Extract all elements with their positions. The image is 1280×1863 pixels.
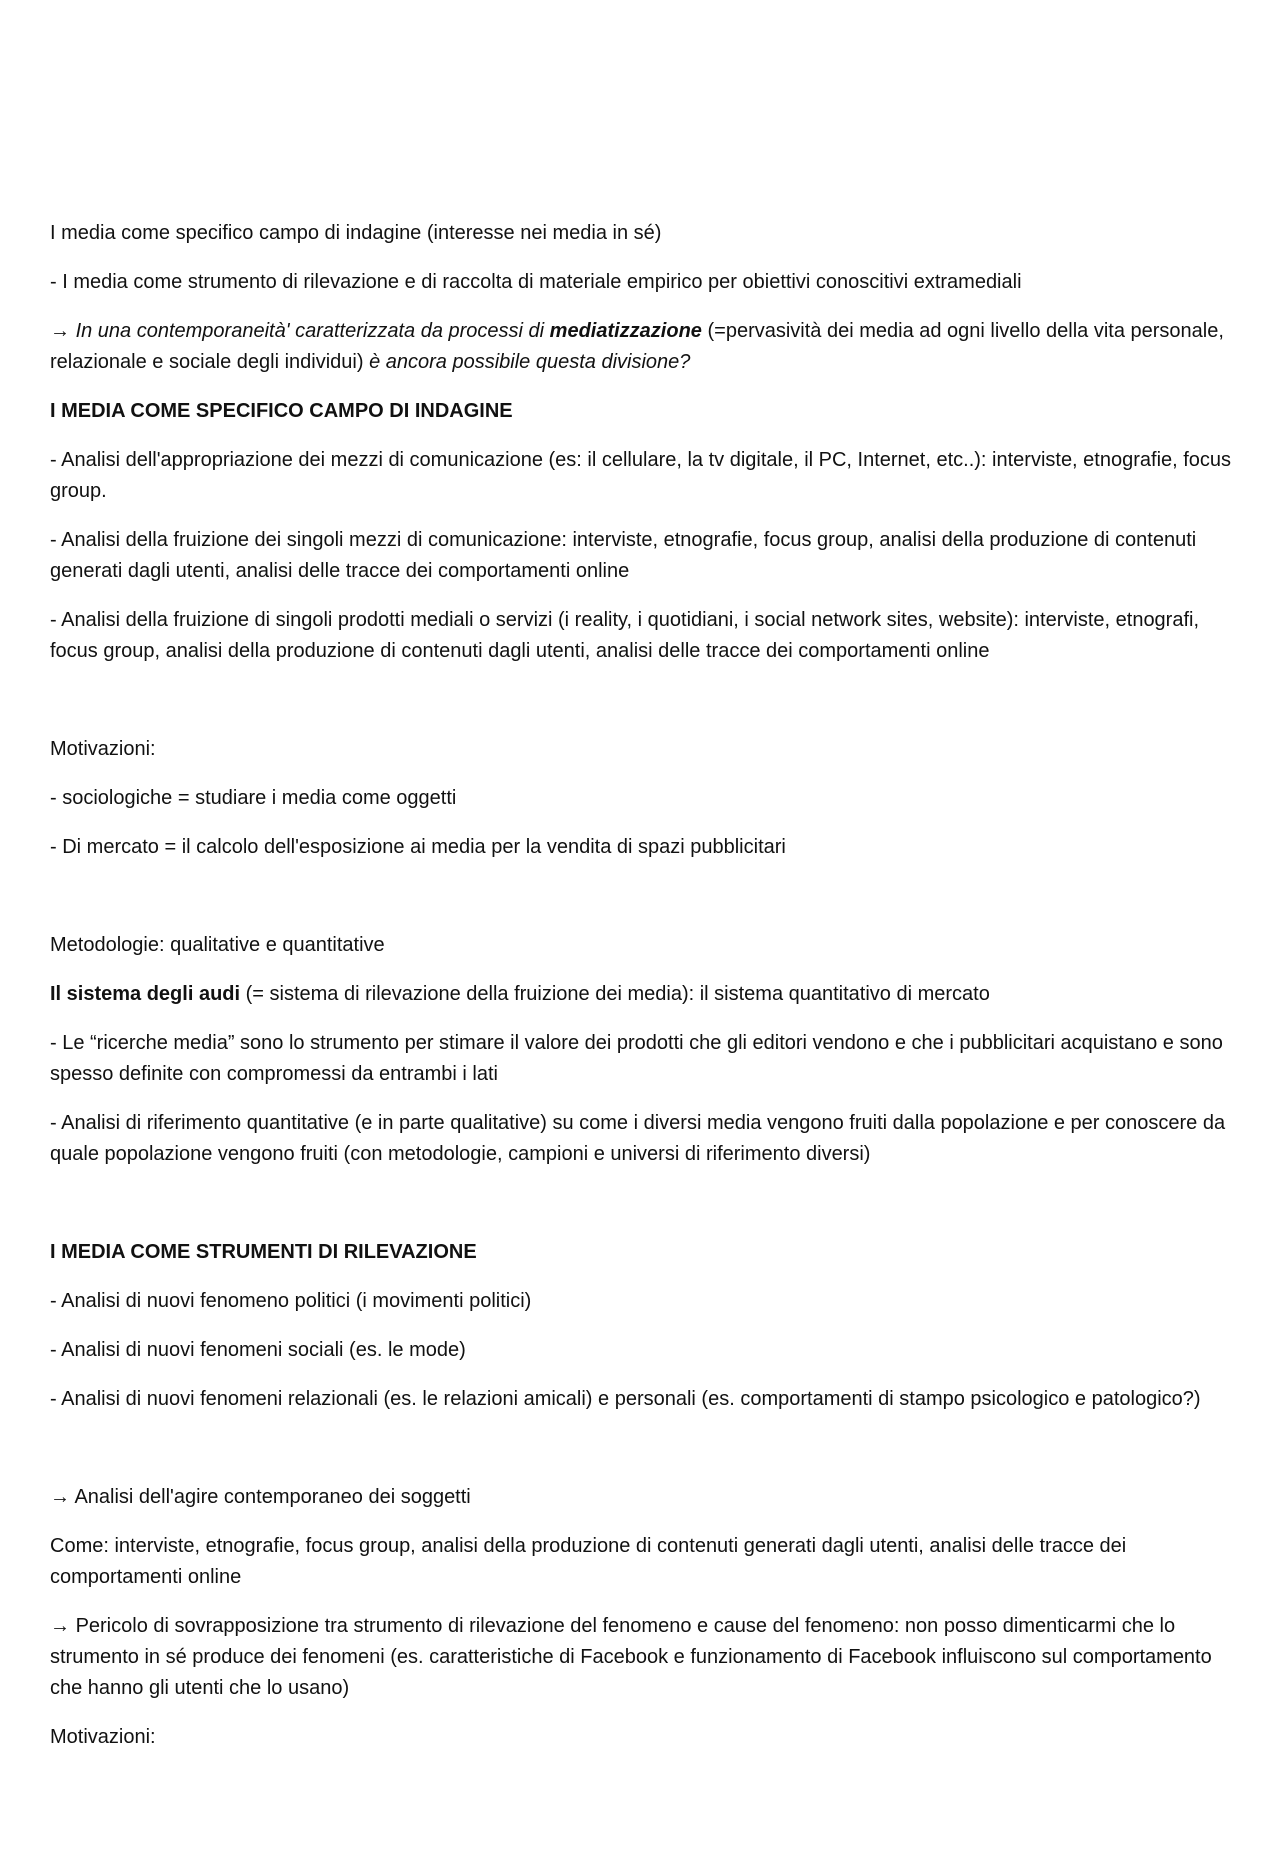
arrow-line-pericolo bbox=[50, 1611, 1240, 1704]
intro-line-1: I media come specifico campo di indagine (interesse nei media in sé) bbox=[50, 222, 662, 244]
audi-bold: Il sistema degli audi bbox=[50, 983, 241, 1005]
audi-item: - Le “ricerche media” sono lo strumento per stimare il valore dei prodotti che gli editori vendono e che i pubblicitari acquistano e sono spesso definite con compromessi da entrambi i lati bbox=[50, 1032, 1223, 1085]
section2-item: - Analisi di nuovi fenomeni relazionali (es. le relazioni amicali) e personali (es. comportamenti di stampo psicologico e patologico?) bbox=[50, 1388, 1201, 1410]
motivation-item: - sociologiche = studiare i media come oggetti bbox=[50, 787, 457, 809]
arrow-icon: → bbox=[50, 1615, 70, 1637]
motivations-title-2: Motivazioni: bbox=[50, 1726, 156, 1748]
document-page bbox=[50, 218, 1240, 1771]
spacer bbox=[50, 881, 1240, 930]
question-italic-1: In una contemporaneità' caratterizzata da processi di bbox=[75, 320, 545, 342]
arrow-icon: → bbox=[50, 320, 70, 342]
methods-line: Metodologie: qualitative e quantitative bbox=[50, 934, 385, 956]
spacer bbox=[50, 1433, 1240, 1482]
section1-item: - Analisi dell'appropriazione dei mezzi di comunicazione (es: il cellulare, la tv digitale, il PC, Internet, etc..): interviste, etnografie, focus group. bbox=[50, 449, 1232, 502]
audi-rest: (= sistema di rilevazione della fruizione dei media): il sistema quantitativo di mercato bbox=[245, 983, 990, 1005]
section1-item: - Analisi della fruizione dei singoli mezzi di comunicazione: interviste, etnografie, focus group, analisi della produzione di contenuti generati dagli utenti, analisi delle tracce dei comportamenti online bbox=[50, 529, 1197, 582]
question-plain: (=pervasività dei media ad ogni livello della vita personale, relazionale e sociale degli individui) bbox=[50, 320, 1224, 373]
section2-heading: I MEDIA COME STRUMENTI DI RILEVAZIONE bbox=[50, 1241, 477, 1263]
spacer bbox=[50, 1188, 1240, 1237]
motivation-item: - Di mercato = il calcolo dell'esposizione ai media per la vendita di spazi pubblicitari bbox=[50, 836, 786, 858]
arrow-line-text: Pericolo di sovrapposizione tra strumento di rilevazione del fenomeno e cause del fenomeno: non posso dimenticarmi che lo strumento in sé produce dei fenomeni (es. caratteristiche di Facebook e funzionamento di Facebook influiscono sul comportamento che hanno gli utenti che lo usano) bbox=[50, 1615, 1212, 1699]
section2-item: - Analisi di nuovi fenomeni sociali (es. le mode) bbox=[50, 1339, 466, 1361]
audi-line bbox=[50, 979, 1240, 1010]
audi-item: - Analisi di riferimento quantitative (e in parte qualitative) su come i diversi media vengono fruiti dalla popolazione e per conoscere da quale popolazione vengono fruiti (con metodologie, campioni e universi di riferimento diversi) bbox=[50, 1112, 1226, 1165]
arrow-line-agire bbox=[50, 1482, 1240, 1513]
section1-item: - Analisi della fruizione di singoli prodotti mediali o servizi (i reality, i quotidiani, i social network sites, website): interviste, etnografi, focus group, analisi della produzione di contenuti dagli utenti, analisi delle tracce dei comportamenti online bbox=[50, 609, 1200, 662]
arrow-icon: → bbox=[50, 1486, 70, 1508]
how-line: Come: interviste, etnografie, focus group, analisi della produzione di contenuti generati dagli utenti, analisi delle tracce dei comportamenti online bbox=[50, 1535, 1127, 1588]
section2-item: - Analisi di nuovi fenomeno politici (i movimenti politici) bbox=[50, 1290, 532, 1312]
section1-heading: I MEDIA COME SPECIFICO CAMPO DI INDAGINE bbox=[50, 400, 513, 422]
intro-question bbox=[50, 316, 1240, 378]
motivations-title: Motivazioni: bbox=[50, 738, 156, 760]
spacer bbox=[50, 685, 1240, 734]
question-bold-term: mediatizzazione bbox=[549, 320, 702, 342]
intro-line-2: - I media come strumento di rilevazione e di raccolta di materiale empirico per obiettivi conoscitivi extramediali bbox=[50, 271, 1022, 293]
arrow-line-text: Analisi dell'agire contemporaneo dei soggetti bbox=[74, 1486, 471, 1508]
question-italic-2: è ancora possibile questa divisione? bbox=[369, 351, 691, 373]
